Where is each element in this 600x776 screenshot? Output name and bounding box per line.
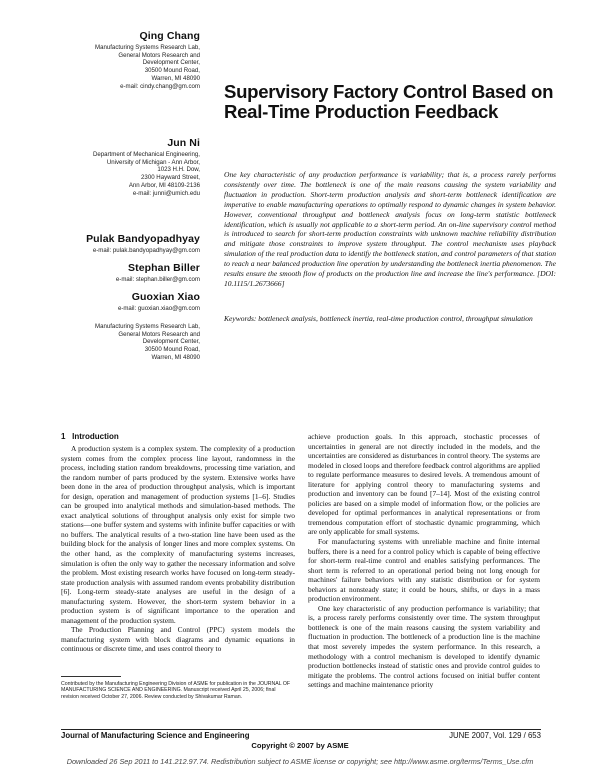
affiliation-line: 30500 Mound Road, (144, 67, 200, 75)
affiliation-line: 2300 Hayward Street, (141, 174, 200, 182)
author-name: Guoxian Xiao (131, 291, 200, 303)
keywords: Keywords: bottleneck analysis, bottleneck inertia, real-time production control, throughput simulation (224, 314, 533, 323)
shared-affiliation (95, 323, 200, 362)
affiliation-line: Manufacturing Systems Research Lab, (95, 323, 200, 330)
author-name: Jun Ni (167, 137, 200, 149)
section-title: Introduction (72, 432, 119, 441)
author-affiliation (95, 44, 200, 90)
affiliation-line: Warren, MI 48090 (151, 353, 200, 361)
footer-divider (61, 729, 541, 730)
author-email: e-mail: stephan.biller@gm.com (115, 276, 200, 283)
paper-title: Supervisory Factory Control Based on Real-Time Production Feedback (224, 81, 554, 122)
author-name: Stephan Biller (128, 262, 200, 274)
affiliation-line: Warren, MI 48090 (151, 74, 200, 82)
body-paragraph: achieve production goals. In this approach, stochastic processes of uncertainties in general are not directly included in the models, and the uncertainties are considered as disturbances in control theory. The systems are modeled in closed loops and therefore feedback control algorithms are applied to regulate performance measures to desired levels. A tremendous amount of literature for applying control theory to manufacturing systems and production and inventory can be found [7–14]. Most of the existing control policies are based on a simple model of information flow, or the policies are developed for optimal performances in analytical representations or from tremendous computation effort of stochastic dynamic programming, which are only applicable for small systems. (308, 432, 540, 537)
author-email: e-mail: cindy.chang@gm.com (120, 82, 200, 90)
download-notice: Downloaded 26 Sep 2011 to 141.212.97.74. Redistribution subject to ASME license or copyright; see http://www.asme.org/terms/Terms_Use.cfm (66, 757, 534, 766)
body-paragraph: For manufacturing systems with unreliable machine and finite internal buffers, there is a need for a control policy which is capable of being effective for short-term real-time control and enables satisfying performances. The short term is referred to an operational period being not long enough for machines' failure behaviors with any statistic distribution or for system behaviors at nonsteady state; it could be hours, shifts, or days in a mass production environment. (308, 537, 540, 604)
author-email: e-mail: pulak.bandyopadhyay@gm.com (92, 247, 200, 254)
affiliation-line: University of Michigan - Ann Arbor, (106, 158, 200, 166)
copyright-line: Copyright © 2007 by ASME (251, 741, 349, 750)
section-number: 1 (61, 432, 66, 441)
affiliation-line: Development Center, (142, 338, 200, 346)
body-paragraph: A production system is a complex system. The complexity of a production system comes from the complex process line layout, randomness in the process, including station random breakdowns, processing time variation, and the random number of parts produced by the system. Extensive works have been done in the area of production throughput analysis, which is important for design, operation and management of production systems [1–6]. Studies can be grouped into analytical methods and simulation-based methods. The exact analytical solutions of throughput analysis only exist for simple two stations—one buffer system and systems with infinite buffer capacities or with no buffers. The analytical results of a two-station line have been used as the building block for the analysis of longer lines and more complex systems. On the other hand, as the complexity of manufacturing systems increases, simulation is often the only way to gather the necessary information and solve the problem. Most existing research works have focused on long-term steady-state production analysis with assumed random events probability distribution [6]. Long-term steady-state analyses are useful in the design of a manufacturing system. However, the short-term system behavior in a production system is of significant importance to the operation and management of the production system. (61, 444, 295, 625)
body-column-right (308, 432, 540, 690)
body-paragraph: One key characteristic of any production performance is variability; that is, a process rarely performs consistently over time. The system throughput bottleneck is one of the main reasons causing the system variability and fluctuation in production. The bottleneck of a production line is the machine that most severely impedes the system performance. In this research, a methodology with a control mechanism is developed to identify dynamic production bottlenecks instead of statistic ones and provide control guides to mitigate the problems. The control actions focused on initial buffer content settings and machine maintenance priority (308, 603, 540, 690)
author-affiliation (93, 151, 200, 197)
abstract: One key characteristic of any production performance is variability; that is, a process rarely performs consistently over time. The bottleneck is one of the main reasons causing the system variability and fluctuation in production. Short-term production analysis and short-term bottleneck identification are imperative to enable manufacturing operations to optimally respond to dynamic changes in system behavior. However, conventional throughput and bottleneck analysis focus on long-term statistic bottleneck identification, which is usually not applicable to a short-term period. An on-line supervisory control method is introduced to search for short-term production constraints with unknown machine reliability distribution and mitigate those constraints to improve system throughput. The control mechanism uses playback simulation of the real production data to identify the bottleneck station, and control parameters of that station to reach a near balanced production line operation by understanding the bottleneck inertia phenomenon. The results ensure the smooth flow of products on the production line and increase the line's performance. [DOI: 10.1115/1.2673666] (224, 170, 556, 288)
journal-name: Journal of Manufacturing Science and Engineering (61, 731, 250, 740)
affiliation-line: Ann Arbor, MI 48109-2136 (128, 181, 200, 189)
footnote-divider (61, 676, 121, 677)
page-info: JUNE 2007, Vol. 129 / 653 (449, 731, 541, 740)
section-heading (61, 432, 119, 441)
affiliation-line: 1023 H.H. Dow, (157, 166, 200, 174)
affiliation-line: General Motors Research and (118, 330, 200, 338)
author-email: e-mail: junni@umich.edu (132, 189, 200, 197)
affiliation-line: Development Center, (142, 59, 200, 67)
affiliation-line: Department of Mechanical Engineering, (92, 151, 200, 158)
affiliation-line: General Motors Research and (118, 51, 200, 59)
affiliation-line: Manufacturing Systems Research Lab, (95, 44, 200, 51)
author-name: Qing Chang (139, 30, 200, 42)
body-paragraph: The Production Planning and Control (PPC) system models the manufacturing system with block diagrams and dynamic equations in continuous or discrete time, and uses control theory to (61, 625, 295, 654)
author-email: e-mail: guoxian.xiao@gm.com (117, 305, 200, 312)
author-name: Pulak Bandyopadhyay (86, 233, 200, 245)
footnote: Contributed by the Manufacturing Engineering Division of ASME for publication in the JOURNAL OF MANUFACTURING SCIENCE AND ENGINEERING. Manuscript received April 25, 2006; final revision received October 27, 2006. Review conducted by Shivakumar Raman. (61, 681, 291, 700)
affiliation-line: 30500 Mound Road, (144, 346, 200, 354)
body-column-left (61, 444, 295, 654)
